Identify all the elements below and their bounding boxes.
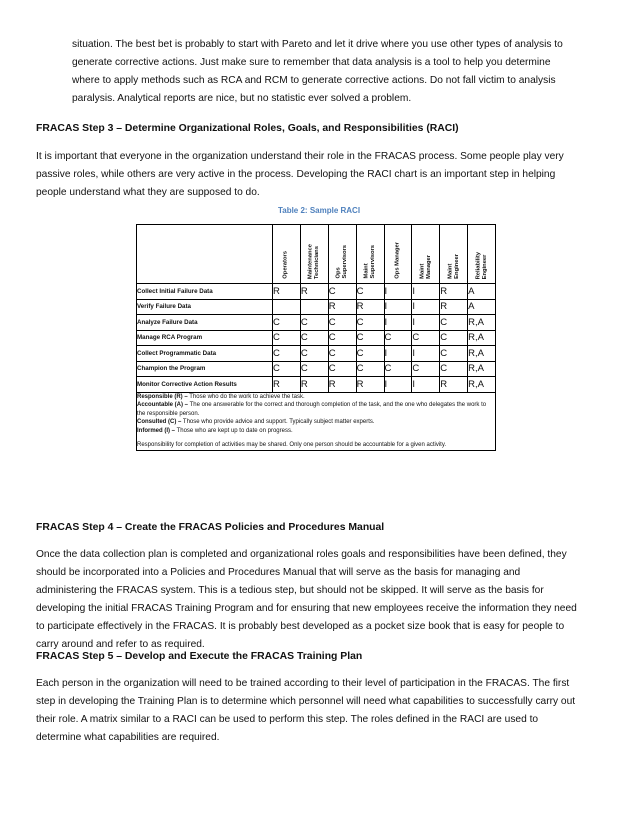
step5-paragraph xyxy=(36,675,602,747)
raci-cell: R xyxy=(356,377,384,393)
activity-cell: Champion the Program xyxy=(137,361,273,377)
raci-cell: I xyxy=(412,346,440,362)
raci-cell: C xyxy=(440,315,468,331)
raci-cell xyxy=(273,299,301,315)
raci-cell: C xyxy=(328,346,356,362)
activity-cell: Collect Initial Failure Data xyxy=(137,284,273,300)
raci-cell: I xyxy=(384,346,412,362)
legend-item: Responsible (R) – Those who do the work to achieve the task. xyxy=(137,393,305,400)
table-row xyxy=(137,361,496,377)
text-line: passive roles, while others are very active in the process. Developing the RACI chart is an important step in helping xyxy=(36,169,556,180)
text-line: Once the data collection plan is completed and organizational roles goals and responsibilities have been defined, they xyxy=(36,549,567,560)
raci-cell: C xyxy=(356,330,384,346)
column-header: Maintenance Technicians xyxy=(300,225,328,284)
column-header: Operators xyxy=(273,225,301,284)
step3-paragraph xyxy=(36,148,602,202)
table-row xyxy=(137,315,496,331)
raci-cell: I xyxy=(384,299,412,315)
raci-cell: R xyxy=(328,377,356,393)
raci-cell: C xyxy=(273,315,301,331)
raci-cell: R,A xyxy=(468,377,496,393)
raci-cell: I xyxy=(412,377,440,393)
raci-cell: C xyxy=(440,361,468,377)
raci-cell: R xyxy=(440,284,468,300)
raci-cell: C xyxy=(328,284,356,300)
legend-note: Responsibility for completion of activities may be shared. Only one person should be accountable for a given activity. xyxy=(137,442,447,449)
raci-table xyxy=(136,224,496,451)
step4-paragraph xyxy=(36,546,602,654)
step5-heading: FRACAS Step 5 – Develop and Execute the FRACAS Training Plan xyxy=(36,651,363,662)
raci-cell: C xyxy=(356,315,384,331)
header-blank-cell xyxy=(137,225,273,284)
activity-cell: Verify Failure Data xyxy=(137,299,273,315)
raci-cell: C xyxy=(384,330,412,346)
text-line: their role. A matrix similar to a RACI can be used to perform this step. The roles defined in the RACI are used to xyxy=(36,714,539,725)
raci-cell: R xyxy=(273,377,301,393)
intro-paragraph xyxy=(72,36,592,108)
raci-cell: I xyxy=(384,377,412,393)
raci-cell: C xyxy=(384,361,412,377)
raci-cell xyxy=(300,299,328,315)
text-line: people understand what they are supposed to do. xyxy=(36,187,260,198)
raci-cell: R,A xyxy=(468,346,496,362)
text-line: developing the initial FRACAS Training Program and for ensuring that new employees receive the information they need xyxy=(36,603,577,614)
raci-cell: C xyxy=(356,346,384,362)
raci-cell: C xyxy=(440,330,468,346)
column-header: Maint Supervisors xyxy=(356,225,384,284)
raci-cell: C xyxy=(356,284,384,300)
raci-cell: I xyxy=(384,315,412,331)
legend-item: Consulted (C) – Those who provide advice and support. Typically subject matter experts. xyxy=(137,419,375,426)
text-line: determine what capabilities are required. xyxy=(36,732,220,743)
raci-header-row xyxy=(137,225,496,284)
text-line: carry around and refer to as required. xyxy=(36,639,205,650)
text-line: to participate effectively in the FRACAS. It is probably best developed as a pocket size book that is easy for people to xyxy=(36,621,565,632)
step4-heading: FRACAS Step 4 – Create the FRACAS Policies and Procedures Manual xyxy=(36,522,385,533)
text-line: administering the FRACAS system. This is a tedious step, but should not be skipped. It will serve as the basis for xyxy=(36,585,544,596)
text-line: Each person in the organization will need to be trained according to their level of participation in the FRACAS. The first xyxy=(36,678,570,689)
activity-cell: Manage RCA Program xyxy=(137,330,273,346)
table-caption: Table 2: Sample RACI xyxy=(277,206,361,215)
raci-cell: C xyxy=(300,330,328,346)
table-row xyxy=(137,377,496,393)
raci-cell: C xyxy=(273,361,301,377)
column-header: Maint Engineer xyxy=(440,225,468,284)
raci-cell: R xyxy=(300,284,328,300)
table-row xyxy=(137,299,496,315)
text-line: where to apply methods such as RCA and RCM to generate corrective actions. Do not fall victim to analysis xyxy=(72,75,556,86)
raci-cell: C xyxy=(300,361,328,377)
text-line: generate corrective actions. Just make sure to remember that data analysis is a tool to help you determine xyxy=(72,57,551,68)
column-header: Ops Manager xyxy=(384,225,412,284)
raci-cell: C xyxy=(300,346,328,362)
raci-cell: I xyxy=(384,284,412,300)
raci-cell: R,A xyxy=(468,315,496,331)
raci-cell: I xyxy=(412,299,440,315)
step3-heading: FRACAS Step 3 – Determine Organizational Roles, Goals, and Responsibilities (RACI) xyxy=(36,123,459,134)
activity-cell: Monitor Corrective Action Results xyxy=(137,377,273,393)
text-line: step in developing the Training Plan is to determine which personnel will need what capabilities to successfully carry out xyxy=(36,696,576,707)
activity-cell: Collect Programmatic Data xyxy=(137,346,273,362)
raci-cell: R xyxy=(328,299,356,315)
raci-cell: C xyxy=(412,330,440,346)
raci-cell: R xyxy=(440,299,468,315)
text-line: It is important that everyone in the organization understand their role in the FRACAS process. Some people play very xyxy=(36,151,564,162)
table-row xyxy=(137,330,496,346)
activity-cell: Analyze Failure Data xyxy=(137,315,273,331)
table-row xyxy=(137,284,496,300)
column-header: Reliability Engineer xyxy=(468,225,496,284)
text-line: situation. The best bet is probably to start with Pareto and let it drive where you use other types of analysis to xyxy=(72,39,563,50)
raci-cell: C xyxy=(440,346,468,362)
raci-cell: A xyxy=(468,299,496,315)
raci-cell: I xyxy=(412,315,440,331)
raci-cell: C xyxy=(356,361,384,377)
raci-cell: A xyxy=(468,284,496,300)
text-line: should be incorporated into a Policies and Procedures Manual that will serve as the basis for managing and xyxy=(36,567,521,578)
raci-cell: C xyxy=(328,315,356,331)
raci-cell: C xyxy=(328,361,356,377)
raci-cell: R xyxy=(273,284,301,300)
raci-cell: R xyxy=(300,377,328,393)
legend-item: Accountable (A) – The one answerable for the correct and thorough completion of the task, and the one who delegates the work to the responsible person. xyxy=(137,402,487,417)
raci-legend-row xyxy=(137,392,496,451)
raci-cell: C xyxy=(273,346,301,362)
raci-legend xyxy=(137,392,496,451)
column-header: Maint Manager xyxy=(412,225,440,284)
raci-cell: C xyxy=(328,330,356,346)
raci-cell: C xyxy=(300,315,328,331)
raci-cell: R xyxy=(356,299,384,315)
raci-cell: R,A xyxy=(468,361,496,377)
raci-cell: R,A xyxy=(468,330,496,346)
raci-cell: C xyxy=(412,361,440,377)
column-header: Ops Supervisors xyxy=(328,225,356,284)
legend-item: Informed (I) – Those who are kept up to date on progress. xyxy=(137,427,293,434)
raci-cell: C xyxy=(273,330,301,346)
text-line: paralysis. Analytical reports are nice, but no statistic ever solved a problem. xyxy=(72,93,412,104)
raci-cell: R xyxy=(440,377,468,393)
raci-cell: I xyxy=(412,284,440,300)
table-row xyxy=(137,346,496,362)
